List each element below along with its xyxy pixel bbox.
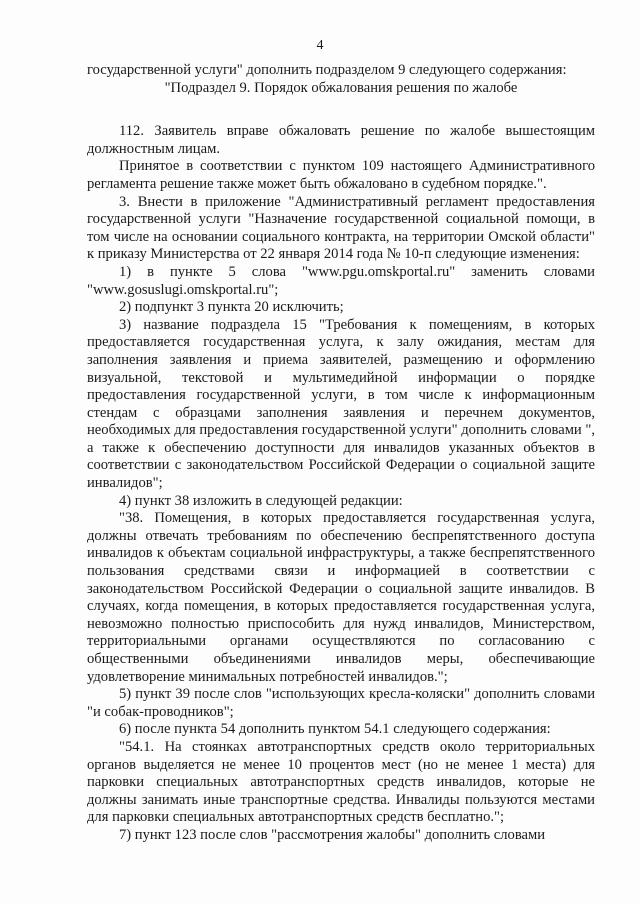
paragraph-sub-4: 4) пункт 38 изложить в следующей редакции: — [119, 492, 403, 509]
document-body — [87, 62, 595, 845]
paragraph-item-3: 3. Внести в приложение "Административный регламент предоставления государственной услуги "Назначение государственной социальной помощи, в том числе на основании социального контракта, на территории Омской области" к приказу Министерства от 22 января 2014 года № 10-п следующие изменения: — [87, 193, 595, 263]
paragraph-sub-6: 6) после пункта 54 дополнить пунктом 54.1 следующего содержания: — [119, 721, 551, 738]
paragraph-54-1: "54.1. На стоянках автотранспортных средств около территориальных органов выделяется не менее 10 процентов мест (но не менее 1 места) для парковки специальных автотранспортных средств инвалидов, которые не должны занимать иные транспортные средства. Инвалиды пользуются местами для парковки специальных автотранспортных средств бесплатно."; — [87, 738, 595, 826]
paragraph-sub-7: 7) пункт 123 после слов "рассмотрения жалобы" дополнить словами — [119, 826, 546, 843]
paragraph-sub-5: 5) пункт 39 после слов "использующих кресла-коляски" дополнить словами "и собак-проводников"; — [87, 686, 595, 720]
page-number: 4 — [316, 38, 324, 53]
paragraph-112: 112. Заявитель вправе обжаловать решение по жалобе вышестоящим должностным лицам. — [87, 123, 595, 157]
paragraph-sub-1: 1) в пункте 5 слова "www.pgu.omskportal.ru" заменить словами "www.gosuslugi.omskportal.ru"; — [87, 263, 595, 298]
paragraph-intro: государственной услуги" дополнить подразделом 9 следующего содержания: — [87, 62, 567, 78]
subsection-heading: "Подраздел 9. Порядок обжалования решения по жалобе — [164, 79, 518, 96]
paragraph-sub-3: 3) название подраздела 15 "Требования к помещениям, в которых предоставляется государственная услуга, к залу ожидания, местам для заполнения заявления и приема заявителей, размещению и оформлению визуальной, текстовой и мультимедийной информации о порядке предоставления государственной услуги, в том числе к информационным стендам с образцами заполнения заявления и перечнем документов, необходимых для предоставления государственной услуги" дополнить словами ", а также к обеспечению доступности для инвалидов указанных объектов в соответствии с законодательством Российской Федерации о социальной защите инвалидов"; — [87, 316, 595, 492]
paragraph-38: "38. Помещения, в которых предоставляется государственная услуга, должны отвечать требованиям по обеспечению беспрепятственного доступа инвалидов к объектам социальной инфраструктуры, а также беспрепятственного пользования средствами связи и информацией в соответствии с законодательством Российской Федерации о социальной защите инвалидов. В случаях, когда помещения, в которых предоставляется государственная услуга, невозможно полностью приспособить для нужд инвалидов, Министерством, территориальными органами осуществляются по согласованию с общественными объединениями инвалидов меры, обеспечивающие удовлетворение минимальных потребностей инвалидов."; — [87, 510, 595, 685]
paragraph-court-appeal: Принятое в соответствии с пунктом 109 настоящего Административного регламента решение также может быть обжаловано в судебном порядке.". — [87, 158, 595, 192]
paragraph-sub-2: 2) подпункт 3 пункта 20 исключить; — [119, 299, 344, 316]
